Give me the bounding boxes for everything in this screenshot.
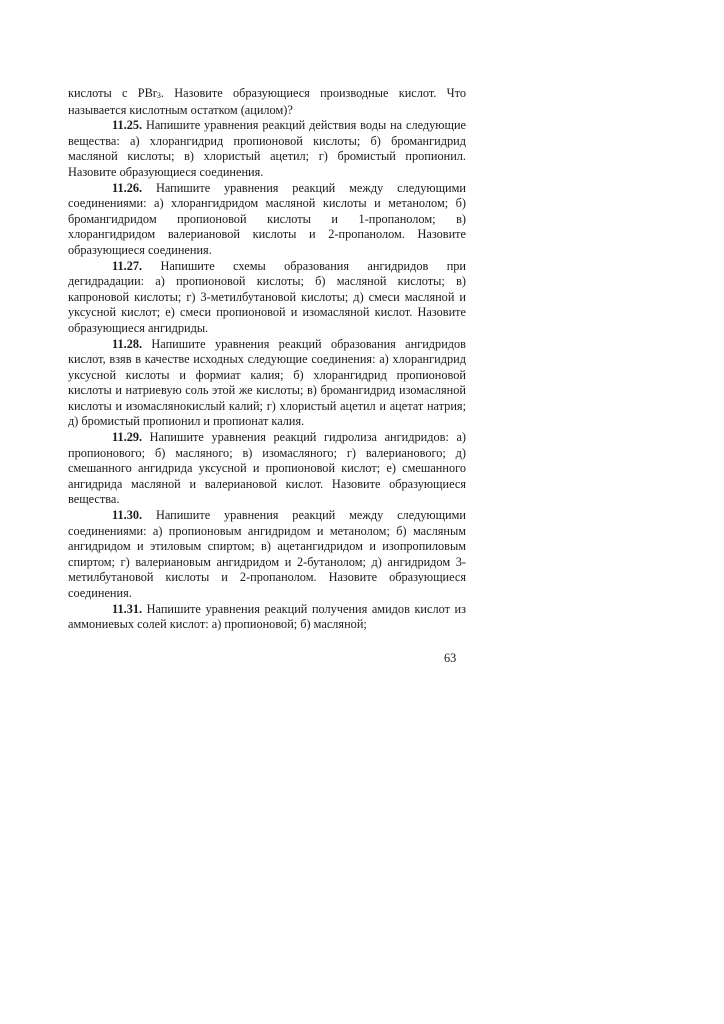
paragraph-text: . Назовите образующиеся производные кислот. Что называется кислотным остатком (ацилом)? bbox=[68, 86, 467, 117]
problem-text: Напишите уравнения реакций действия воды на следующие вещества: а) хлорангидрид пропионовой кислоты; б) бромангидрид масляной кислоты; в) хлористый ацетил; г) бромистый пропионил. Назовите образующиеся соединения. bbox=[68, 118, 466, 179]
paragraph-text: кислоты с PBr bbox=[68, 86, 157, 100]
problem-11-26 bbox=[68, 181, 466, 259]
subscript: 3 bbox=[156, 91, 161, 100]
problem-text: Напишите уравнения реакций получения амидов кислот из аммониевых солей кислот: а) пропионовой; б) масляной; bbox=[68, 601, 466, 632]
problem-11-27 bbox=[68, 259, 466, 337]
problem-number: 11.25. bbox=[112, 118, 143, 133]
problem-11-28 bbox=[68, 337, 466, 431]
problem-number: 11.29. bbox=[112, 430, 143, 445]
problem-text: Напишите уравнения реакций между следующими соединениями: а) хлорангидридом масляной кислоты и метанолом; б) бромангидридом пропионовой кислоты и 1-пропанолом; в) хлорангидридом валериановой кислоты и 2-пропанолом. Назовите образующиеся соединения. bbox=[68, 180, 466, 257]
problem-text: Напишите уравнения реакций гидролиза ангидридов: а) пропионового; б) масляного; в) изомасляного; г) валерианового; д) смешанного ангидрида уксусной и пропионовой кислот; е) смешанного ангидрида масляной и валериановой кислот. Назовите образующиеся вещества. bbox=[68, 430, 466, 507]
problem-11-29 bbox=[68, 430, 466, 508]
problem-number: 11.26. bbox=[112, 180, 143, 195]
problem-text: Напишите схемы образования ангидридов при дегидрадации: а) пропионовой кислоты; б) масляной кислоты; в) капроновой кислоты; г) 3-метилбутановой кислоты; д) смеси масляной и уксусной кислот; е) смеси пропионовой и изомасляной кислот. Назовите образующиеся ангидриды. bbox=[68, 258, 466, 335]
problem-number: 11.28. bbox=[112, 336, 143, 351]
problem-11-30 bbox=[68, 508, 466, 602]
page-body bbox=[68, 86, 466, 633]
paragraph-intro bbox=[68, 86, 466, 118]
problem-number: 11.30. bbox=[112, 508, 143, 523]
problem-11-25 bbox=[68, 118, 466, 180]
page-number: 63 bbox=[444, 651, 457, 665]
problem-number: 11.27. bbox=[112, 258, 143, 273]
problem-11-31 bbox=[68, 602, 466, 633]
problem-number: 11.31. bbox=[112, 601, 143, 616]
problem-text: Напишите уравнения реакций между следующими соединениями: а) пропионовым ангидридом и метанолом; б) масляным ангидридом и этиловым спиртом; в) ацетангидридом и изопропиловым спиртом; г) валериановым ангидридом и 2-бутанолом; д) ангидридом 3-метилбутановой кислоты и 2-пропанолом. Назовите образующиеся соединения. bbox=[68, 508, 466, 600]
problem-text: Напишите уравнения реакций образования ангидридов кислот, взяв в качестве исходных следующие соединения: а) хлорангидрид уксусной кислоты и формиат калия; б) хлорангидрид пропионовой кислоты и натриевую соль этой же кислоты; в) бромангидрид изомасляной кислоты и изомаслянокислый калий; г) хлористый ацетил и ацетат натрия; д) бромистый пропионил и пропионат калия. bbox=[68, 336, 466, 429]
